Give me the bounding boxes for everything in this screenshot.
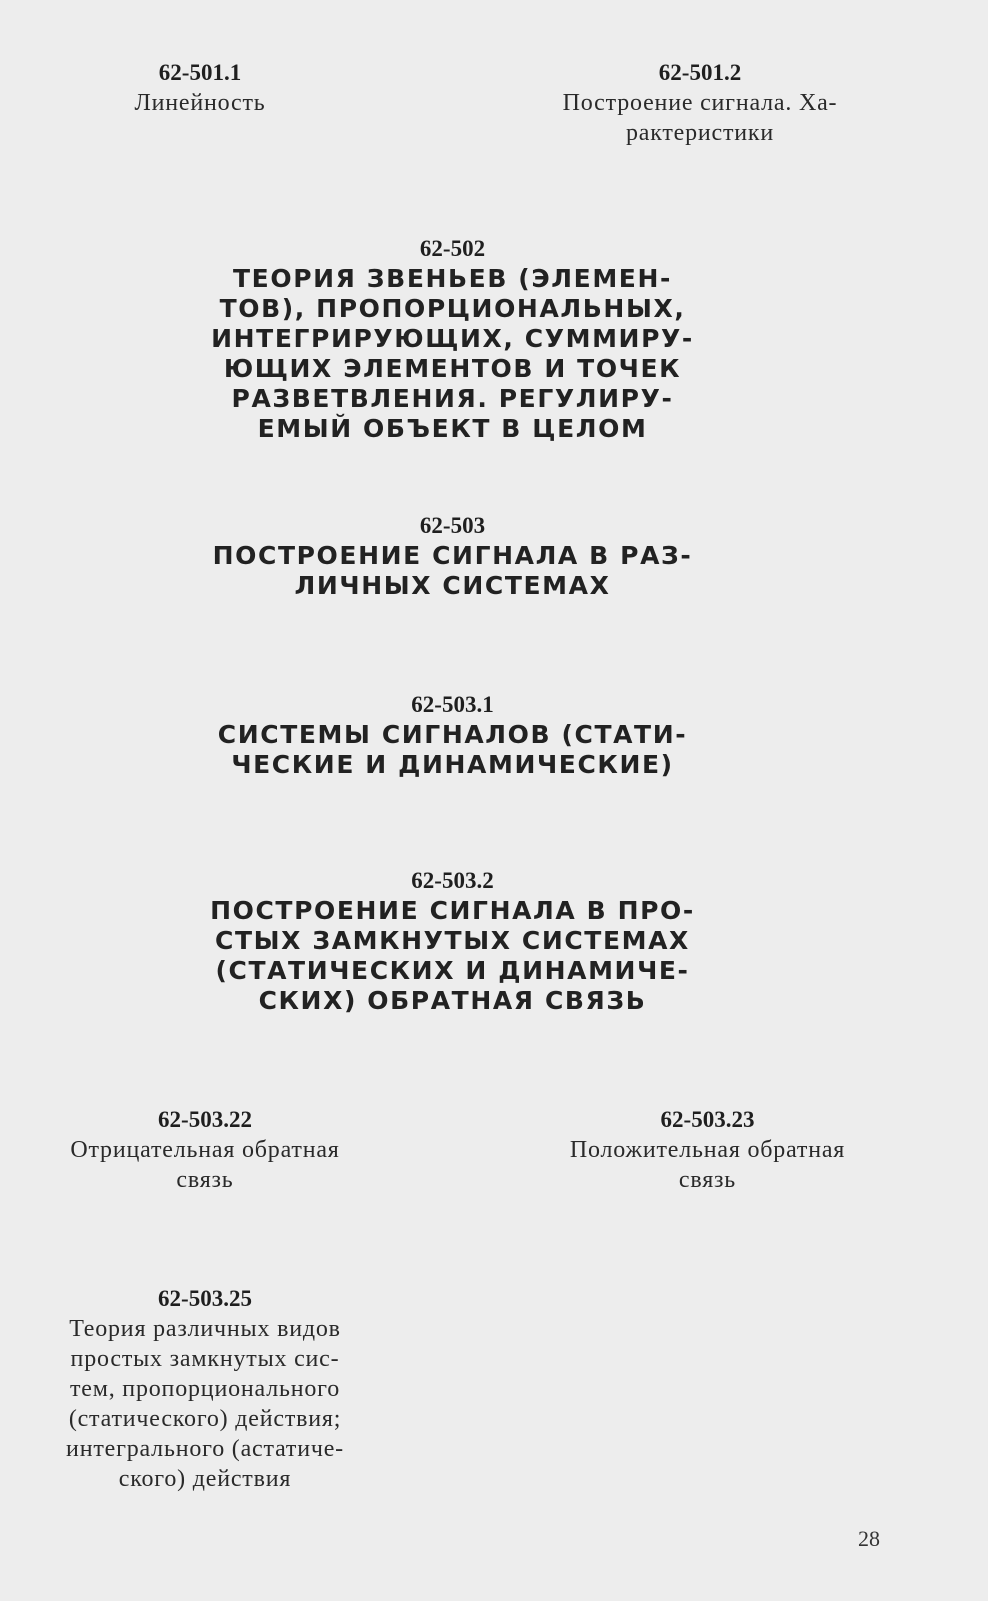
entry-heading-line: ЧЕСКИЕ И ДИНАМИЧЕСКИЕ) [231,750,674,779]
entry-heading-line: СТЫХ ЗАМКНУТЫХ СИСТЕМАХ [215,926,690,955]
entry-heading-line: ЮЩИХ ЭЛЕМЕНТОВ И ТОЧЕК [223,354,682,383]
entry-heading-line: ПОСТРОЕНИЕ СИГНАЛА В РАЗ- [212,541,693,570]
entry-text-line: интегрального (астатиче- [66,1436,344,1462]
entry-text-line: Теория различных видов [69,1316,341,1342]
entry-text-line: тем, пропорционального [69,1376,341,1402]
entry-code: 62-501.1 [158,60,242,85]
entry-code: 62-503 [419,513,486,538]
entry-heading-line: ПОСТРОЕНИЕ СИГНАЛА В ПРО- [210,896,695,925]
entry-heading-line: СИСТЕМЫ СИГНАЛОВ (СТАТИ- [217,720,688,749]
entry-62-503-1 [190,690,715,780]
entry-text-line: Положительная обратная [569,1137,846,1163]
entry-heading-line: ТОВ), ПРОПОРЦИОНАЛЬНЫХ, [219,294,686,323]
entry-text-line: связь [176,1167,234,1193]
entry-code: 62-503.1 [411,692,494,717]
entry-heading-line: ТЕОРИЯ ЗВЕНЬЕВ (ЭЛЕМЕН- [233,264,672,293]
entry-code: 62-501.2 [658,60,742,85]
entry-heading-line: (СТАТИЧЕСКИХ И ДИНАМИЧЕ- [215,956,690,985]
entry-heading-line: СКИХ) ОБРАТНАЯ СВЯЗЬ [258,986,647,1015]
entry-heading-line: ИНТЕГРИРУЮЩИХ, СУММИРУ- [211,324,694,353]
entry-62-502 [190,234,715,444]
entry-code: 62-503.22 [158,1107,252,1132]
entry-code: 62-503.25 [158,1286,252,1311]
entry-62-503-23 [515,1105,900,1195]
entry-code: 62-503.23 [660,1107,755,1132]
entry-heading-line: ЛИЧНЫХ СИСТЕМАХ [294,571,611,600]
entry-62-501-1 [60,58,340,118]
page-number: 28 [858,1526,880,1551]
entry-text-line: (статического) действия; [68,1406,342,1432]
entry-text-line: ского) действия [118,1466,292,1492]
entry-62-503-22 [15,1105,395,1195]
entry-text-line: Построение сигнала. Ха- [562,90,838,116]
entry-62-503-2 [190,866,715,1016]
entry-text-line: простых замкнутых сис- [70,1346,340,1372]
entry-code: 62-502 [419,236,486,261]
entry-heading-line: РАЗВЕТВЛЕНИЯ. РЕГУЛИРУ- [231,384,674,413]
entry-heading-line: ЕМЫЙ ОБЪЕКТ В ЦЕЛОМ [257,414,648,443]
entry-62-501-2 [510,58,890,148]
entry-62-503-25 [20,1284,390,1494]
entry-62-503 [190,511,715,601]
entry-text-line: рактеристики [625,120,775,146]
entry-code: 62-503.2 [411,868,494,893]
entry-text-line: связь [678,1167,737,1193]
entry-text-line: Отрицательная обратная [70,1137,340,1163]
entry-text-line: Линейность [134,90,266,116]
